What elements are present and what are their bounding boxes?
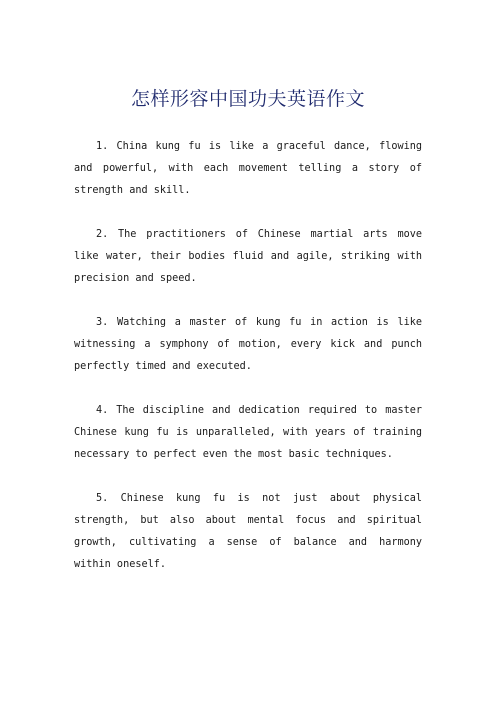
paragraph-5: 5. Chinese kung fu is not just about physical strength, but also about mental focus and spiritual growth, cultivating a sense of balance and harmony within oneself. [74, 493, 422, 570]
paragraph-3: 3. Watching a master of kung fu in action is like witnessing a symphony of motion, every kick and punch perfectly timed and executed. [74, 317, 422, 372]
paragraph-2: 2. The practitioners of Chinese martial arts move like water, their bodies fluid and agile, striking with precision and speed. [74, 229, 422, 284]
paragraph-4: 4. The discipline and dedication required to master Chinese kung fu is unparalleled, with years of training necessary to perfect even the most basic techniques. [74, 405, 422, 460]
paragraph-1: 1. China kung fu is like a graceful dance, flowing and powerful, with each movement telling a story of strength and skill. [74, 141, 422, 196]
document-title: 怎样形容中国功夫英语作文 [130, 88, 365, 110]
document-body [74, 136, 422, 598]
